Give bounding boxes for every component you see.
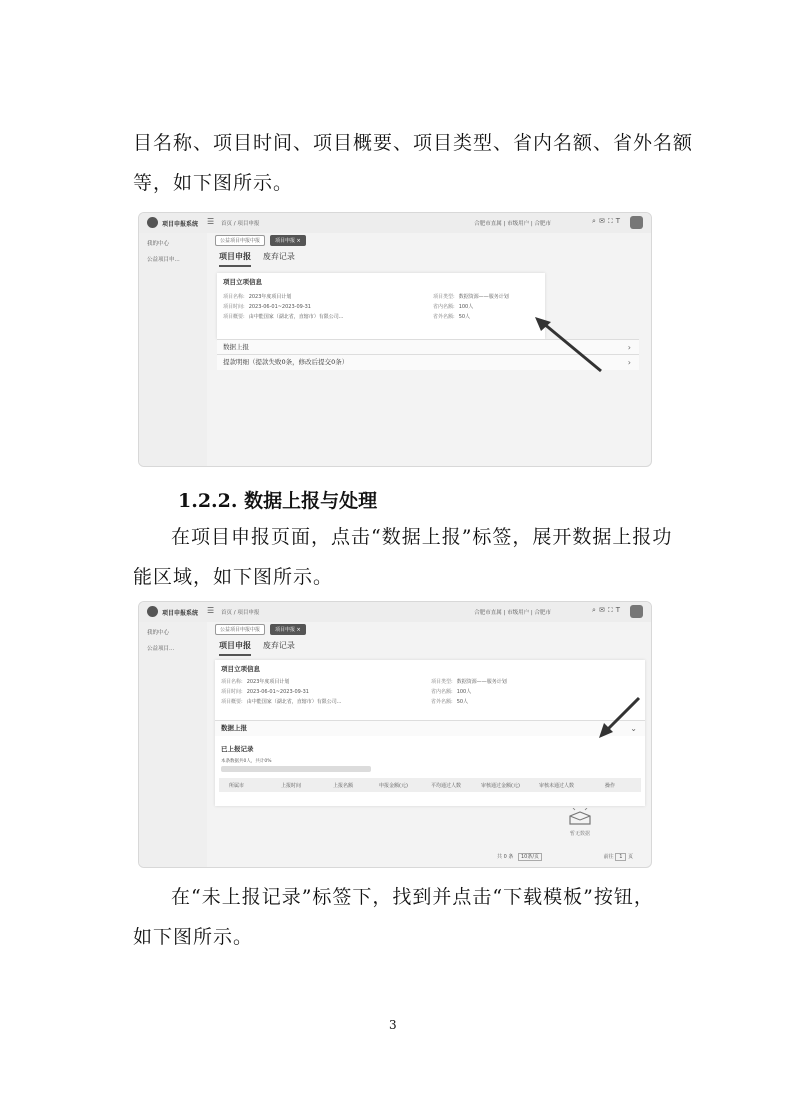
records-summary: 本条数据共0人，共计0% xyxy=(221,759,272,764)
chevron-right-icon: › xyxy=(627,343,631,352)
content-panel xyxy=(215,660,645,806)
user-info[interactable]: 合肥市直属 | 市级用户 | 合肥市 xyxy=(474,610,551,616)
logo-icon xyxy=(147,606,158,617)
field-row xyxy=(221,688,309,695)
field-label: 项目类型: xyxy=(431,679,453,685)
field-row xyxy=(223,303,311,310)
annotation-arrow-icon xyxy=(595,696,645,742)
field-value: 2023年度项目计划 xyxy=(248,294,292,300)
tag-project-apply[interactable]: 项目申报 × xyxy=(270,235,306,246)
sidebar-item-my-center[interactable]: 我的中心 xyxy=(147,630,170,636)
paragraph-line: 如下图所示。 xyxy=(133,926,254,948)
field-label: 项目名称: xyxy=(223,294,245,300)
field-value: 2023-06-01~2023-09-31 xyxy=(246,689,309,695)
avatar[interactable] xyxy=(630,605,643,618)
page-number: 3 xyxy=(389,1018,397,1032)
field-row xyxy=(223,313,343,320)
field-label: 省外名额: xyxy=(433,314,455,320)
intro-paragraph xyxy=(133,123,693,203)
field-row xyxy=(433,303,473,310)
page-suffix: 页 xyxy=(628,854,634,860)
field-value: 100人 xyxy=(456,689,472,695)
toolbar-icons[interactable]: ⌕✉⛶T xyxy=(592,606,623,614)
bar-label: 数据上报 xyxy=(223,343,249,351)
bar-label: 提款明细（提款失败0条，修改后提交0条） xyxy=(223,358,349,366)
tab-project-apply[interactable]: 项目申报 xyxy=(219,251,251,267)
field-label: 省内名额: xyxy=(433,304,455,310)
column-header: 上报时间 xyxy=(281,783,302,789)
field-label: 项目概要: xyxy=(221,699,243,705)
column-header: 审核未通过人数 xyxy=(539,783,575,789)
records-title: 已上报记录 xyxy=(221,745,254,753)
tag-bar xyxy=(215,235,309,246)
sidebar-item-my-center[interactable]: 我的中心 xyxy=(147,241,170,247)
field-row xyxy=(221,698,341,705)
system-name: 项目申报系统 xyxy=(162,610,199,617)
panel-title: 项目立项信息 xyxy=(221,665,260,673)
field-label: 省外名额: xyxy=(431,699,453,705)
field-value: 2023-06-01~2023-09-31 xyxy=(248,304,311,310)
screenshot-data-report xyxy=(138,601,652,868)
column-header: 上报名额 xyxy=(333,783,354,789)
column-header: 平均通过人数 xyxy=(431,783,462,789)
field-row xyxy=(431,678,507,685)
tab-discarded[interactable]: 废弃记录 xyxy=(262,252,295,261)
field-row xyxy=(431,688,471,695)
field-label: 项目时间: xyxy=(221,689,243,695)
table-header xyxy=(219,778,641,792)
panel-title: 项目立项信息 xyxy=(223,278,262,286)
field-value: 由中能国家（湖北省，直辖市）有限公司... xyxy=(246,699,342,705)
field-row xyxy=(433,313,470,320)
paragraph-line: 目名称、项目时间、项目概要、项目类型、省内名额、省外名额 xyxy=(133,132,694,154)
project-info-panel xyxy=(217,273,545,339)
data-report-bar[interactable] xyxy=(215,720,645,736)
user-info[interactable]: 合肥市直属 | 市级用户 | 合肥市 xyxy=(474,221,551,227)
field-row xyxy=(431,698,468,705)
field-row xyxy=(433,293,509,300)
toolbar-icons[interactable]: ⌕✉⛶T xyxy=(592,217,623,225)
column-header: 申报金额(元) xyxy=(379,783,408,789)
chevron-down-icon: ⌄ xyxy=(630,724,637,733)
logo-icon xyxy=(147,217,158,228)
field-label: 省内名额: xyxy=(431,689,453,695)
top-bar xyxy=(139,602,651,622)
column-header: 所属市 xyxy=(229,783,245,789)
page-input[interactable]: 1 xyxy=(615,853,626,861)
field-value: 2023年度项目计划 xyxy=(246,679,290,685)
field-value: 50人 xyxy=(456,699,469,705)
sidebar-item-projects[interactable]: 公益项目申... xyxy=(147,257,180,263)
tab-discarded[interactable]: 废弃记录 xyxy=(262,641,295,650)
field-label: 项目类型: xyxy=(433,294,455,300)
field-value: 50人 xyxy=(458,314,471,320)
bar-label: 数据上报 xyxy=(221,724,247,732)
field-label: 项目概要: xyxy=(223,314,245,320)
pagination-total: 共 0 条 xyxy=(497,854,514,860)
tag-project-apply[interactable]: 项目申报 × xyxy=(270,624,306,635)
field-label: 项目名称: xyxy=(221,679,243,685)
section-paragraph xyxy=(133,517,672,597)
sidebar xyxy=(139,622,207,867)
menu-icon[interactable]: ☰ xyxy=(207,606,215,615)
field-row xyxy=(221,678,289,685)
tag-bar xyxy=(215,624,309,635)
field-row xyxy=(223,293,291,300)
pagination xyxy=(497,853,633,860)
empty-box-icon xyxy=(567,808,593,828)
breadcrumb[interactable]: 首页 / 项目申报 xyxy=(221,221,260,227)
screenshot-project-info xyxy=(138,212,652,467)
field-label: 项目时间: xyxy=(223,304,245,310)
sidebar xyxy=(139,233,207,466)
breadcrumb[interactable]: 首页 / 项目申报 xyxy=(221,610,260,616)
tab-bar xyxy=(219,640,305,656)
empty-state xyxy=(563,808,597,842)
system-name: 项目申报系统 xyxy=(162,221,199,228)
page-size-select[interactable]: 10条/页 xyxy=(518,853,542,861)
chevron-right-icon: › xyxy=(627,358,631,367)
column-header: 审核通过金额(元) xyxy=(481,783,520,789)
tag-project-report[interactable]: 公益项目申报中报 xyxy=(215,624,265,635)
field-value: 100人 xyxy=(458,304,474,310)
tag-project-report[interactable]: 公益项目申报中报 xyxy=(215,235,265,246)
annotation-arrow-icon xyxy=(529,313,609,375)
section-heading: 1.2.2. 数据上报与处理 xyxy=(178,490,378,512)
blurred-text xyxy=(221,766,371,772)
download-paragraph xyxy=(133,877,654,957)
empty-text: 暂无数据 xyxy=(569,831,590,837)
column-header: 操作 xyxy=(605,783,616,789)
goto-label: 前往 xyxy=(603,854,614,860)
tab-bar xyxy=(219,251,305,267)
tab-project-apply[interactable]: 项目申报 xyxy=(219,640,251,656)
menu-icon[interactable]: ☰ xyxy=(207,217,215,226)
field-value: 数据资源——服务计划 xyxy=(458,294,509,300)
paragraph-line: 等，如下图所示。 xyxy=(133,172,294,194)
field-value: 由中能国家（湖北省，直辖市）有限公司... xyxy=(248,314,344,320)
paragraph-line: 能区域，如下图所示。 xyxy=(133,566,334,588)
avatar[interactable] xyxy=(630,216,643,229)
field-value: 数据资源——服务计划 xyxy=(456,679,507,685)
top-bar xyxy=(139,213,651,233)
sidebar-item-projects[interactable]: 公益项目... xyxy=(147,646,175,652)
paragraph-line: 在“未上报记录”标签下，找到并点击“下载模板”按钮， xyxy=(171,886,654,908)
paragraph-line: 在项目申报页面，点击“数据上报”标签，展开数据上报功 xyxy=(171,526,673,548)
